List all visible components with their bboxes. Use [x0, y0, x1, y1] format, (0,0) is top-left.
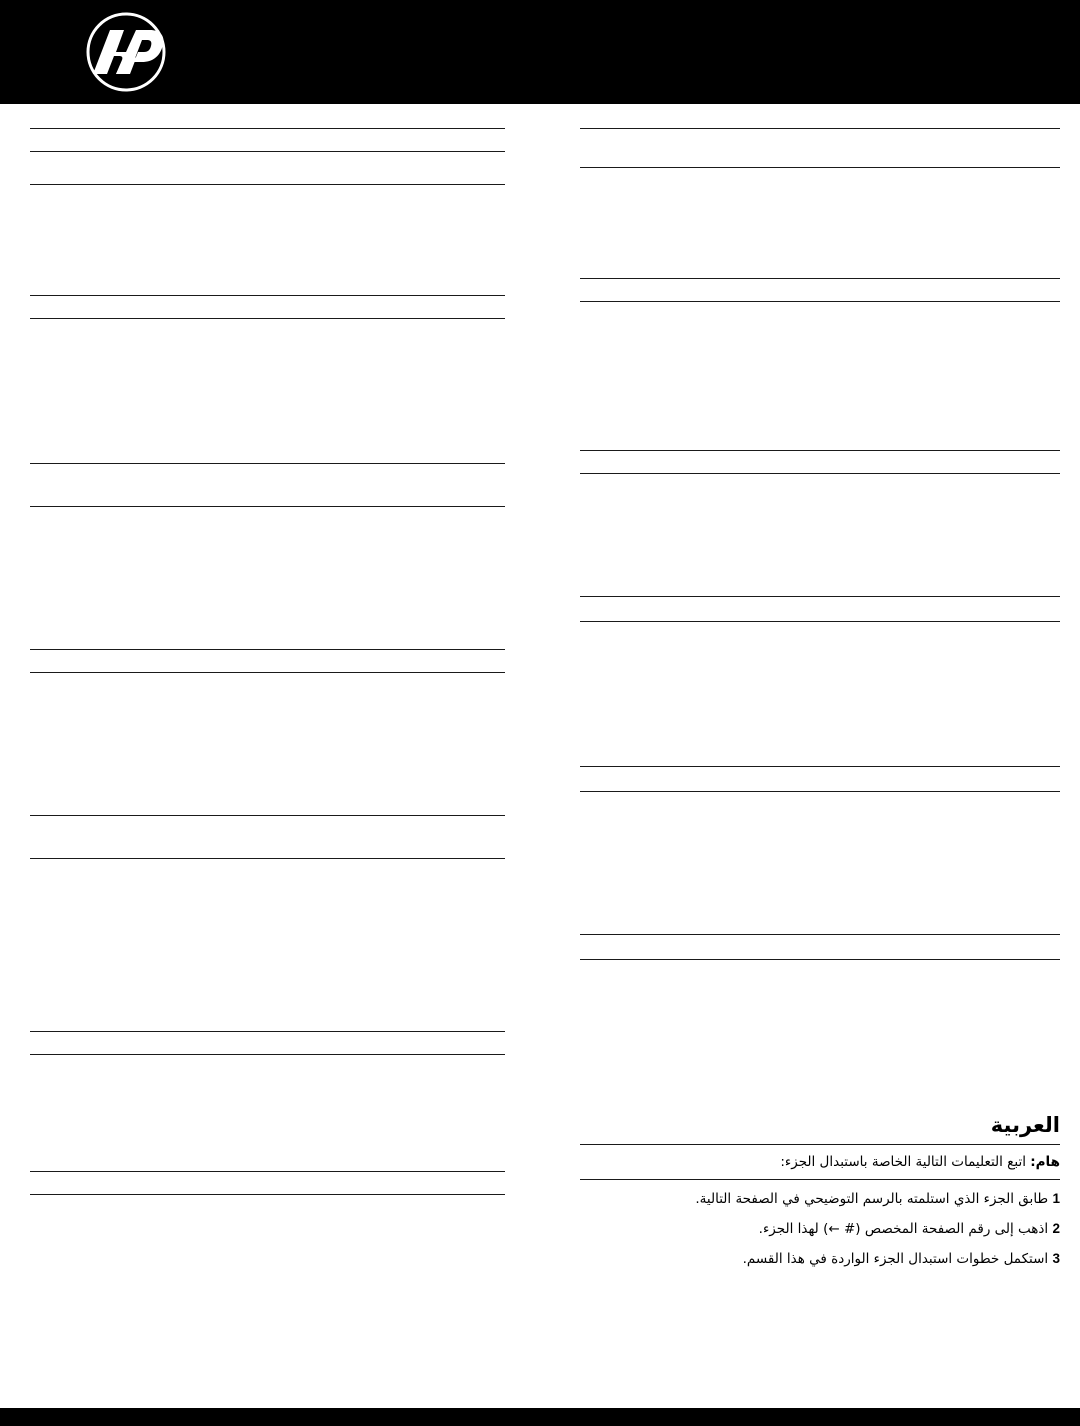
- step-text: اذهب إلى رقم الصفحة المخصص (# ←) لهذا الجزء.: [758, 1221, 1049, 1237]
- section-block: [30, 129, 505, 151]
- section-rule: [30, 1194, 505, 1195]
- section-block: [580, 129, 1060, 167]
- section-block: [30, 1172, 505, 1194]
- arabic-steps-list: [580, 1180, 1060, 1274]
- hp-logo: [80, 12, 176, 92]
- arabic-important-note: [580, 1145, 1060, 1179]
- section-block: [580, 279, 1060, 301]
- section-block: [580, 767, 1060, 791]
- section-block: [580, 168, 1060, 278]
- step-text: طابق الجزء الذي استلمته بالرسم التوضيحي في الصفحة التالية.: [695, 1191, 1049, 1207]
- section-block: [580, 622, 1060, 766]
- section-block: [580, 597, 1060, 621]
- section-block: [30, 1032, 505, 1054]
- arabic-important-text: اتبع التعليمات التالية الخاصة باستبدال الجزء:: [780, 1154, 1026, 1170]
- step-text: استكمل خطوات استبدال الجزء الواردة في هذا القسم.: [742, 1251, 1049, 1267]
- right-column: [580, 128, 1060, 960]
- section-block: [580, 474, 1060, 596]
- step-number: 2: [1052, 1221, 1060, 1236]
- section-block: [30, 319, 505, 463]
- left-column: [30, 128, 505, 1195]
- header-band: [0, 0, 1080, 104]
- step-number: 1: [1052, 1191, 1060, 1206]
- list-item: [580, 1244, 1060, 1274]
- section-rule: [580, 959, 1060, 960]
- section-block: [580, 451, 1060, 473]
- footer-band: [0, 1408, 1080, 1426]
- arabic-language-title: العربية: [990, 1113, 1060, 1137]
- section-block: [30, 650, 505, 672]
- section-block: [30, 859, 505, 1031]
- list-item: [580, 1214, 1060, 1244]
- section-block: [30, 152, 505, 184]
- section-block: [30, 296, 505, 318]
- arabic-section: [580, 1110, 1060, 1274]
- section-block: [30, 507, 505, 649]
- section-block: [30, 816, 505, 858]
- section-block: [580, 302, 1060, 450]
- arabic-important-label: هام:: [1030, 1154, 1060, 1170]
- section-block: [580, 792, 1060, 934]
- section-block: [30, 464, 505, 506]
- section-block: [30, 185, 505, 295]
- section-block: [580, 935, 1060, 959]
- section-block: [30, 1055, 505, 1171]
- step-number: 3: [1052, 1251, 1060, 1266]
- section-block: [30, 673, 505, 815]
- list-item: [580, 1184, 1060, 1214]
